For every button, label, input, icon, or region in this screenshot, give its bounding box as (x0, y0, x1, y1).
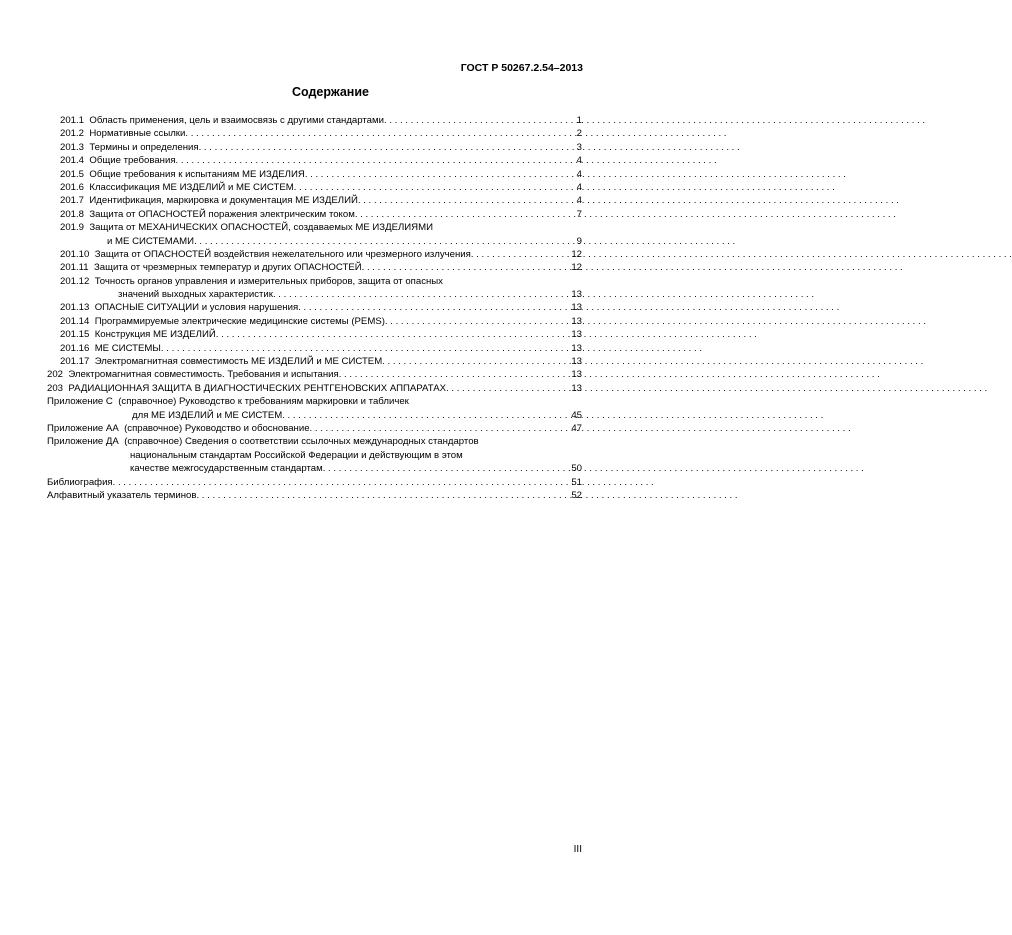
toc-entry-number: 201.6 (60, 181, 85, 193)
toc-entry-title: (справочное) Сведения о соответствии ссылочных международных стандартов (124, 436, 479, 448)
toc-entry-title: Программируемые электрические медицинские системы (PEMS) (94, 315, 385, 327)
toc-entry-title: (справочное) Руководство и обоснование (124, 422, 310, 434)
toc-page-number: 13 (571, 289, 582, 301)
toc-entry-title: Конструкция МЕ ИЗДЕЛИЙ (94, 329, 216, 341)
toc-entry-title: Классификация МЕ ИЗДЕЛИЙ и МЕ СИСТЕМ (89, 181, 294, 193)
toc-page-number: 4 (576, 155, 582, 167)
toc-entry[interactable] (47, 368, 582, 381)
toc-leader-dots (471, 248, 572, 261)
toc-entry-title: Нормативные ссылки (89, 128, 186, 140)
toc-page-number: 12 (571, 248, 582, 260)
toc-page-number: 13 (571, 356, 582, 368)
toc-leader-dots (446, 382, 571, 395)
toc-leader-dots (385, 315, 571, 328)
toc-entry-number: 202 (47, 369, 64, 381)
toc-page-number: 13 (571, 329, 582, 341)
toc-entry-title: Точность органов управления и измерительных приборов, защита от опасных (94, 275, 443, 287)
toc-entry-number: 203 (47, 382, 64, 394)
toc-leader-dots (282, 409, 571, 422)
toc-entry-title: (справочное) Руководство к требованиям маркировки и табличек (118, 396, 409, 408)
toc-entry[interactable] (47, 476, 582, 489)
toc-entry-title: значений выходных характеристик (118, 289, 273, 301)
table-of-contents (47, 114, 582, 502)
toc-page-number: 45 (571, 409, 582, 421)
toc-entry[interactable] (47, 422, 582, 435)
toc-entry-title: Термины и определения (89, 141, 199, 153)
toc-entry-number: 201.17 (60, 356, 90, 368)
page-title: Содержание (291, 85, 369, 99)
toc-page-number: 7 (576, 208, 582, 220)
toc-entry-title: Электромагнитная совместимость МЕ ИЗДЕЛИЙ и МЕ СИСТЕМ (94, 356, 383, 368)
toc-entry[interactable] (47, 382, 582, 395)
toc-page-number: 1 (576, 115, 582, 126)
toc-entry[interactable] (47, 248, 582, 261)
toc-entry-title: МЕ СИСТЕМЫ (94, 342, 161, 354)
toc-leader-dots (339, 368, 572, 381)
toc-leader-dots (384, 114, 577, 127)
toc-entry[interactable] (47, 355, 582, 368)
toc-entry-number: 201.7 (60, 195, 85, 207)
toc-entry[interactable] (47, 221, 582, 248)
toc-entry[interactable] (47, 141, 582, 154)
toc-page-number: 13 (571, 369, 582, 381)
toc-leader-dots (323, 462, 572, 475)
toc-page-number: 52 (571, 489, 582, 501)
toc-entry-number: 201.9 (60, 222, 85, 234)
toc-entry-title: ОПАСНЫЕ СИТУАЦИИ и условия нарушения (94, 302, 299, 314)
toc-entry-title: и МЕ СИСТЕМАМИ (107, 235, 195, 247)
toc-entry[interactable] (47, 435, 582, 475)
toc-page-number: 12 (571, 262, 582, 274)
toc-leader-dots (176, 154, 577, 167)
toc-leader-dots (305, 168, 577, 181)
toc-entry-title: национальным стандартам Российской Федерации и действующим в этом (130, 449, 463, 461)
toc-entry[interactable] (47, 301, 582, 314)
toc-entry-number: 201.13 (60, 302, 90, 314)
toc-entry-number: Библиография (47, 476, 113, 488)
toc-entry[interactable] (47, 208, 582, 221)
toc-entry-number: Приложение АА (47, 422, 119, 434)
toc-entry-number: 201.2 (60, 128, 85, 140)
toc-entry-title: Идентификация, маркировка и документация МЕ ИЗДЕЛИЙ (89, 195, 358, 207)
toc-entry-title: Защита от МЕХАНИЧЕСКИХ ОПАСНОСТЕЙ, создаваемых МЕ ИЗДЕЛИЯМИ (89, 222, 433, 234)
toc-leader-dots (355, 208, 577, 221)
toc-entry-title: Общие требования (89, 155, 176, 167)
toc-leader-dots (273, 288, 571, 301)
toc-entry-title: для МЕ ИЗДЕЛИЙ и МЕ СИСТЕМ (132, 409, 283, 421)
toc-page-number: 4 (576, 168, 582, 180)
toc-entry-number: 201.12 (60, 275, 90, 287)
toc-entry-number: 201.11 (60, 262, 89, 274)
toc-page-number: 13 (571, 342, 582, 354)
toc-entry-number: 201.5 (60, 168, 85, 180)
toc-entry-number: 201.15 (60, 329, 90, 341)
toc-page-number: 50 (571, 463, 582, 475)
toc-entry-number: 201.3 (60, 141, 85, 153)
toc-page-number: 4 (576, 195, 582, 207)
page-number: III (573, 844, 582, 855)
toc-entry[interactable] (47, 114, 582, 127)
toc-page-number: 9 (576, 235, 582, 247)
toc-entry-number: Приложение ДА (47, 436, 119, 448)
toc-leader-dots (294, 181, 577, 194)
toc-leader-dots (298, 301, 571, 314)
toc-leader-dots (185, 127, 576, 140)
toc-entry[interactable] (47, 181, 582, 194)
toc-page-number: 13 (571, 382, 582, 394)
toc-entry-number: 201.16 (60, 342, 90, 354)
toc-entry[interactable] (47, 261, 582, 274)
toc-entry[interactable] (47, 127, 582, 140)
toc-page-number: 13 (571, 302, 582, 314)
toc-leader-dots (113, 476, 572, 489)
toc-page-number: 13 (571, 315, 582, 327)
toc-entry-title: Область применения, цель и взаимосвязь с другими стандартами (89, 115, 384, 126)
toc-entry-number: 201.4 (60, 155, 85, 167)
toc-leader-dots (362, 261, 572, 274)
toc-entry[interactable] (47, 395, 582, 422)
toc-leader-dots (382, 355, 571, 368)
toc-entry-title: качестве межгосударственным стандартам (130, 463, 323, 475)
toc-leader-dots (161, 342, 571, 355)
toc-page-number: 4 (576, 181, 582, 193)
toc-page-number: 47 (571, 422, 582, 434)
toc-entry-number: 201.10 (60, 248, 90, 260)
toc-entry-title: РАДИАЦИОННАЯ ЗАЩИТА В ДИАГНОСТИЧЕСКИХ РЕНТГЕНОВСКИХ АППАРАТАХ (68, 382, 447, 394)
toc-leader-dots (310, 422, 572, 435)
toc-entry-title: Защита от ОПАСНОСТЕЙ поражения электрическим током (89, 208, 355, 220)
document-number: ГОСТ Р 50267.2.54–2013 (460, 62, 583, 74)
toc-entry-title: Общие требования к испытаниям МЕ ИЗДЕЛИЯ (89, 168, 305, 180)
toc-entry[interactable] (47, 194, 582, 207)
toc-leader-dots (199, 141, 577, 154)
toc-page-number: 3 (576, 141, 582, 153)
toc-page-number: 2 (576, 128, 582, 140)
toc-leader-dots (216, 328, 572, 341)
toc-entry[interactable] (47, 168, 582, 181)
toc-page-number: 51 (571, 476, 582, 488)
toc-leader-dots (194, 235, 577, 248)
toc-entry[interactable] (47, 489, 582, 502)
toc-entry[interactable] (47, 154, 582, 167)
toc-entry[interactable] (47, 328, 582, 341)
toc-entry-number: 201.14 (60, 315, 90, 327)
toc-entry[interactable] (47, 342, 582, 355)
toc-entry-number: 201.8 (60, 208, 85, 220)
toc-entry[interactable] (47, 275, 582, 302)
toc-entry[interactable] (47, 315, 582, 328)
toc-entry-title: Защита от чрезмерных температур и других ОПАСНОСТЕЙ (93, 262, 362, 274)
toc-entry-title: Электромагнитная совместимость. Требования и испытания (68, 369, 339, 381)
toc-leader-dots (358, 194, 577, 207)
toc-entry-number: Приложение С (47, 396, 113, 408)
toc-entry-number: 201.1 (60, 115, 85, 126)
toc-entry-title: Защита от ОПАСНОСТЕЙ воздействия нежелательного или чрезмерного излучения (94, 248, 471, 260)
toc-entry-number: Алфавитный указатель терминов (47, 489, 197, 501)
toc-leader-dots (196, 489, 571, 502)
